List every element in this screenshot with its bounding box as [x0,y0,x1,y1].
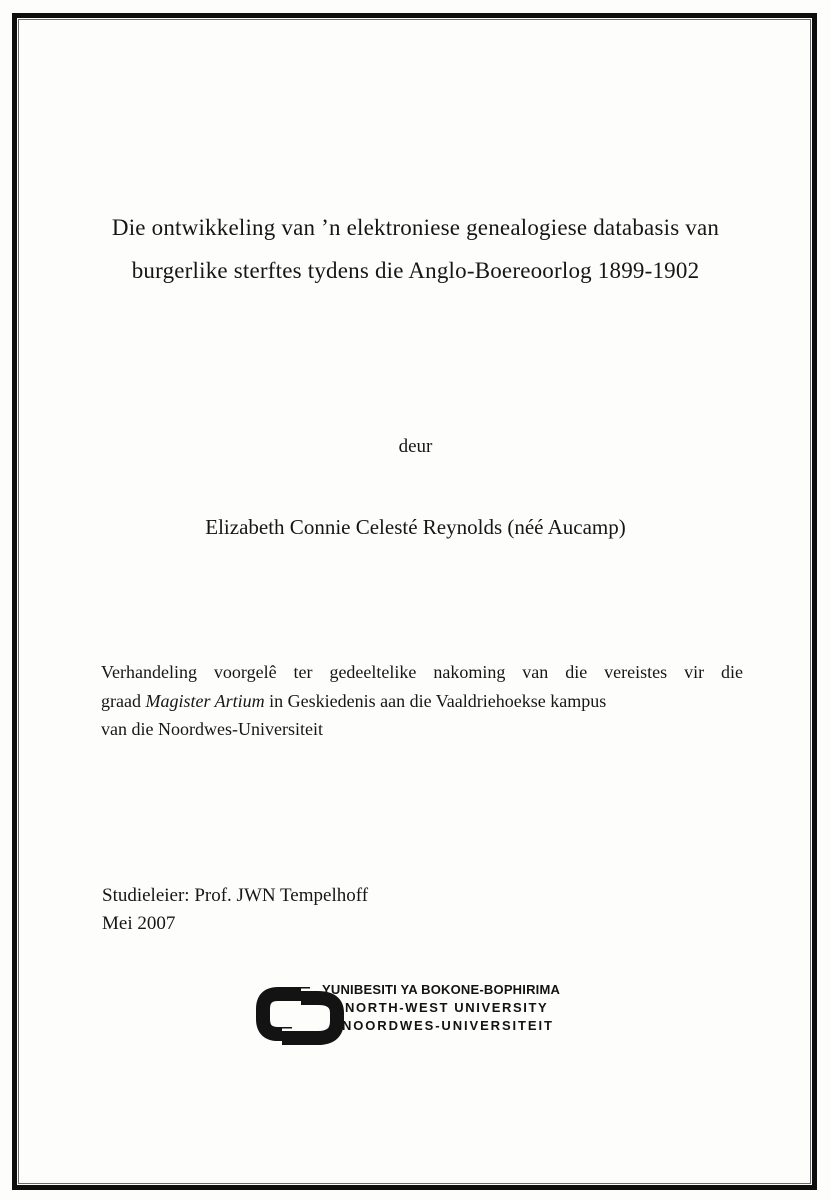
author-name: Elizabeth Connie Celesté Reynolds (néé Aucamp) [205,515,626,539]
date-line: Mei 2007 [102,913,176,934]
university-name-setswana: YUNIBESITI YA BOKONE-BOPHIRIMA [322,982,561,997]
university-name-afrikaans: NOORDWES-UNIVERSITEIT [342,1018,554,1033]
thesis-title-line1: Die ontwikkeling van ’n elektroniese genealogiese databasis van [111,215,720,240]
submission-statement [101,658,743,744]
supervisor-line: Studieleier: Prof. JWN Tempelhoff [102,885,369,906]
submission-line2 [101,687,743,716]
university-logo [256,981,586,1051]
submission-line2-post: in Geskiedenis aan die Vaaldriehoekse kampus [264,690,607,711]
submission-line1: Verhandeling voorgelê ter gedeeltelike nakoming van die vereistes vir die [101,662,743,682]
submission-line3: van die Noordwes-Universiteit [101,719,323,739]
supervisor-date-block [102,882,368,938]
byline-label: deur [398,436,433,457]
thesis-title-line2: burgerlike sterftes tydens die Anglo-Boereoorlog 1899-1902 [131,258,700,283]
university-wordmark [322,981,560,1035]
submission-line2-pre: graad [101,690,146,711]
degree-name: Magister Artium [145,690,265,711]
university-name-english: NORTH-WEST UNIVERSITY [345,1000,549,1015]
thesis-title [88,206,743,292]
